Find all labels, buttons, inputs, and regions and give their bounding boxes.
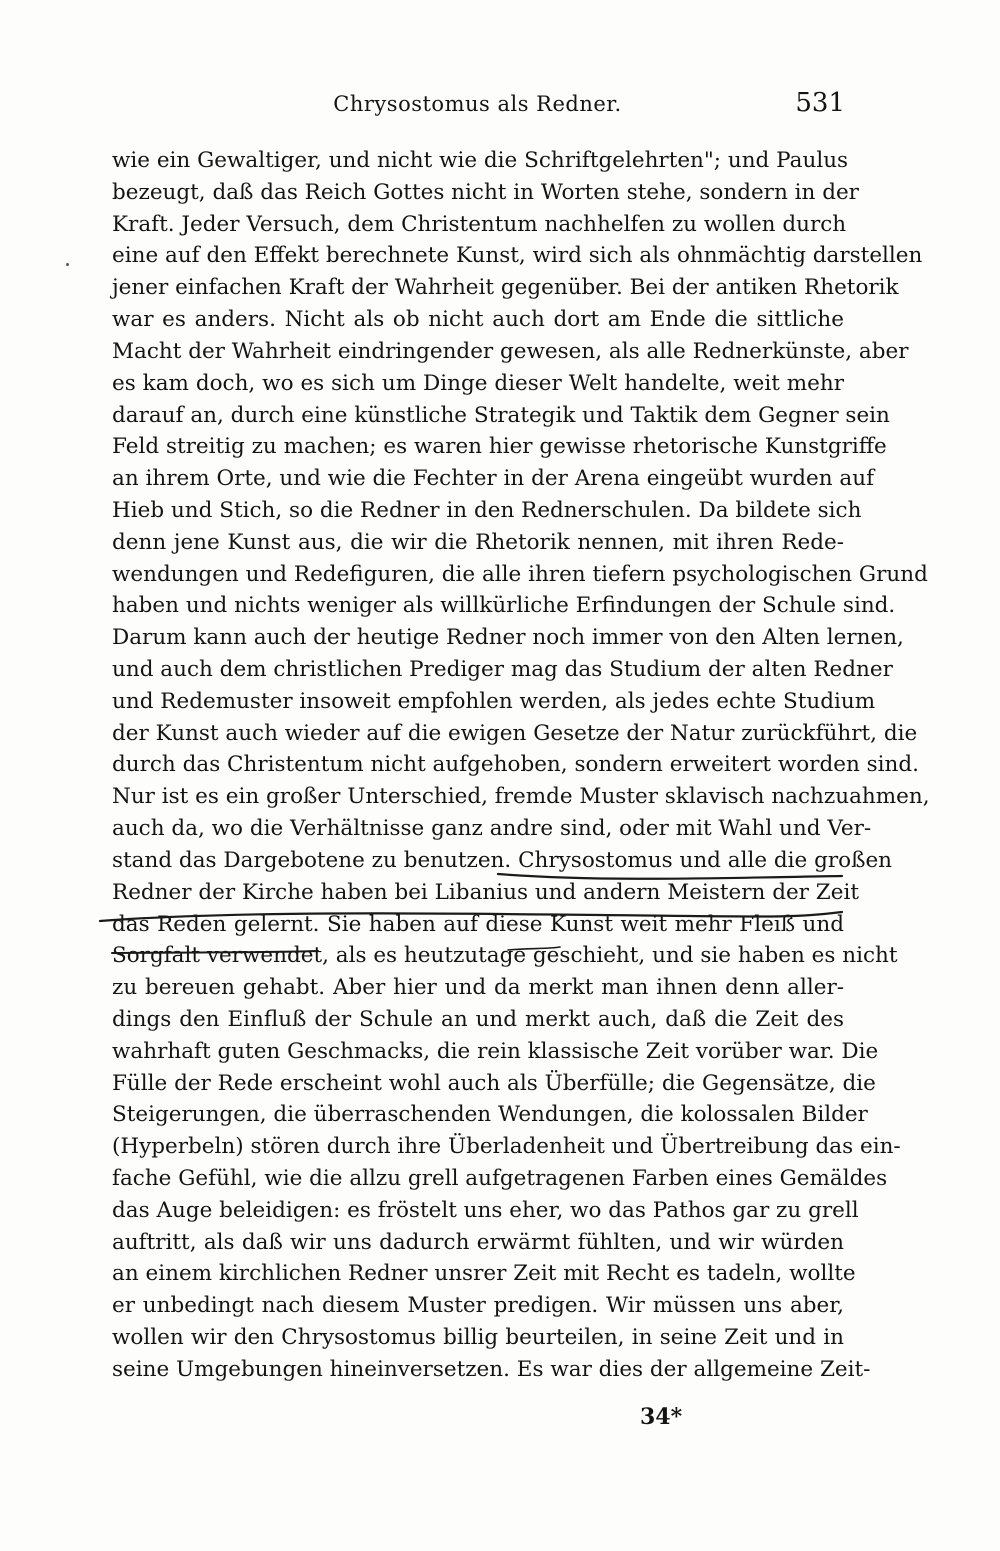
text-line: Kraft. Jeder Versuch, dem Christentum nachhelfen zu wollen durch (112, 211, 847, 237)
text-line: dings den Einfluß der Schule an und merkt auch, daß die Zeit des (112, 1006, 844, 1032)
text-line: haben und nichts weniger als willkürliche Erfindungen der Schule sind. (112, 593, 896, 619)
text-line: wahrhaft guten Geschmacks, die rein klassische Zeit vorüber war. Die (112, 1038, 879, 1064)
text-line: Redner der Kirche haben bei Libanius und andern Meistern der Zeit (112, 879, 859, 905)
text-line: eine auf den Effekt berechnete Kunst, wird sich als ohnmächtig darstellen (112, 243, 923, 269)
text-line: Macht der Wahrheit eindringender gewesen, als alle Rednerkünste, aber (112, 338, 909, 364)
text-line: jener einfachen Kraft der Wahrheit gegenüber. Bei der antiken Rhetorik (112, 275, 899, 301)
text-line: wollen wir den Chrysostomus billig beurteilen, in seine Zeit und in (112, 1325, 844, 1351)
text-line: war es anders. Nicht als ob nicht auch dort am Ende die sittliche (112, 307, 844, 333)
printer-signature: 34* (640, 1404, 683, 1430)
text-line: an ihrem Orte, und wie die Fechter in der Arena eingeübt wurden auf (112, 466, 875, 492)
body-text (112, 145, 930, 1386)
text-line: Nur ist es ein großer Unterschied, fremde Muster sklavisch nachzuahmen, (112, 784, 930, 810)
text-line: stand das Dargebotene zu benutzen. Chrysostomus und alle die großen (112, 847, 893, 873)
running-title: Chrysostomus als Redner. (333, 92, 622, 116)
text-line: Hieb und Stich, so die Redner in den Rednerschulen. Da bildete sich (112, 497, 862, 523)
text-line: Fülle der Rede erscheint wohl auch als Überfülle; die Gegensätze, die (112, 1070, 876, 1096)
text-line: das Auge beleidigen: es fröstelt uns eher, wo das Pathos gar zu grell (112, 1197, 859, 1223)
text-line: denn jene Kunst aus, die wir die Rhetorik nennen, mit ihren Rede- (112, 529, 844, 555)
stray-ink-dot (66, 263, 69, 266)
text-line: Sorgfalt verwendet, als es heutzutage geschieht, und sie haben es nicht (112, 943, 898, 969)
running-head (110, 88, 845, 124)
text-line: das Reden gelernt. Sie haben auf diese Kunst weit mehr Fleiß und (112, 911, 844, 937)
text-line: auch da, wo die Verhältnisse ganz andre sind, oder mit Wahl und Ver- (112, 816, 872, 842)
text-line: wendungen und Redefiguren, die alle ihren tiefern psychologischen Grund (112, 561, 928, 587)
text-line: an einem kirchlichen Redner unsrer Zeit mit Recht es tadeln, wollte (112, 1261, 856, 1287)
text-line: Steigerungen, die überraschenden Wendungen, die kolossalen Bilder (112, 1102, 868, 1128)
text-line: durch das Christentum nicht aufgehoben, sondern erweitert worden sind. (112, 752, 919, 778)
text-line: seine Umgebungen hineinversetzen. Es war dies der allgemeine Zeit- (112, 1356, 871, 1382)
text-line: es kam doch, wo es sich um Dinge dieser Welt handelte, weit mehr (112, 370, 844, 396)
text-line: (Hyperbeln) stören durch ihre Überladenheit und Übertreibung das ein- (112, 1134, 901, 1160)
page-number: 531 (795, 88, 845, 118)
text-line: der Kunst auch wieder auf die ewigen Gesetze der Natur zurückführt, die (112, 720, 918, 746)
text-line: auftritt, als daß wir uns dadurch erwärmt fühlten, und wir würden (112, 1229, 844, 1255)
text-line: fache Gefühl, wie die allzu grell aufgetragenen Farben eines Gemäldes (112, 1166, 888, 1191)
text-line: Darum kann auch der heutige Redner noch immer von den Alten lernen, (112, 625, 904, 651)
text-line: wie ein Gewaltiger, und nicht wie die Schriftgelehrten"; und Paulus (112, 148, 849, 173)
text-line: bezeugt, daß das Reich Gottes nicht in Worten stehe, sondern in der (112, 179, 859, 205)
text-line: er unbedingt nach diesem Muster predigen. Wir müssen uns aber, (112, 1293, 844, 1319)
text-line: und auch dem christlichen Prediger mag das Studium der alten Redner (112, 657, 893, 682)
text-line: Feld streitig zu machen; es waren hier gewisse rhetorische Kunstgriffe (112, 434, 887, 460)
text-line: und Redemuster insoweit empfohlen werden, als jedes echte Studium (112, 688, 876, 714)
text-line: darauf an, durch eine künstliche Strategik und Taktik dem Gegner sein (112, 402, 890, 428)
text-line: zu bereuen gehabt. Aber hier und da merkt man ihnen denn aller- (112, 975, 844, 1001)
